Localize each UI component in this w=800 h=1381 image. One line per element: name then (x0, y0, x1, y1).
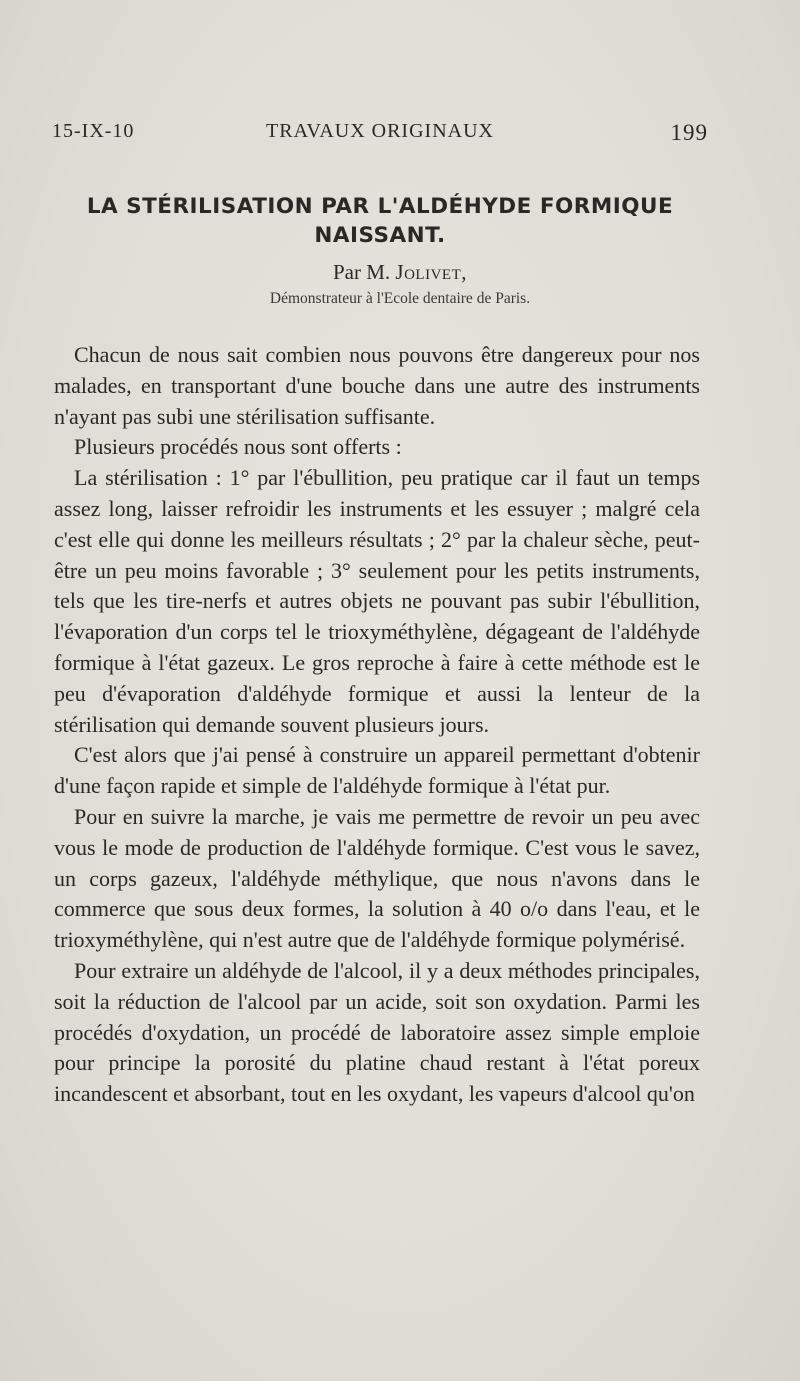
author-prefix: Par M. (333, 260, 391, 284)
author-affiliation: Démonstrateur à l'Ecole dentaire de Paris. (269, 290, 531, 307)
issue-date: 15-IX-10 (52, 120, 135, 142)
paragraph: Pour extraire un aldéhyde de l'alcool, il y a deux méthodes principales, soit la réduction de l'alcool par un acide, soit son oxydation. Parmi les procédés d'oxydation, un procédé de laboratoire assez simple emploie pour principe la porosité du platine chaud restant à l'état poreux incandescent et absorbant, tout en les oxydant, les vapeurs d'alcool qu'on (54, 957, 700, 1107)
paragraph: Pour en suivre la marche, je vais me permettre de revoir un peu avec vous le mode de production de l'aldéhyde formique. C'est vous le savez, un corps gazeux, l'aldéhyde méthylique, que nous n'avons dans le commerce que sous deux formes, la solution à 40 o/o dans l'eau, et le trioxyméthylène, qui n'est autre que de l'aldéhyde formique polymérisé. (54, 803, 700, 953)
article-body (54, 340, 700, 1110)
section-title: TRAVAUX ORIGINAUX (266, 120, 494, 142)
author-name: Jolivet, (395, 260, 467, 284)
paragraph: Chacun de nous sait combien nous pouvons être dangereux pour nos malades, en transportant d'une bouche dans une autre des instruments n'ayant pas subi une stérilisation suffisante. (54, 342, 700, 429)
paragraph: C'est alors que j'ai pensé à construire un appareil permettant d'obtenir d'une façon rapide et simple de l'aldéhyde formique à l'état pur. (54, 742, 700, 799)
author-line (0, 260, 800, 285)
paragraph: La stérilisation : 1° par l'ébullition, peu pratique car il faut un temps assez long, laisser refroidir les instruments et les essuyer ; malgré cela c'est elle qui donne les meilleurs résultats ; 2° par la chaleur sèche, peut-être un peu moins favorable ; 3° seulement pour les petits instruments, tels que les tire-nerfs et autres objets ne pouvant pas subir l'ébullition, l'évaporation d'un corps tel le trioxyméthylène, dégageant de l'aldéhyde formique à l'état gazeux. Le gros reproche à faire à cette méthode est le peu d'évaporation d'aldéhyde formique et aussi la lenteur de la stérilisation qui demande souvent plusieurs jours. (54, 465, 700, 737)
paragraph: Plusieurs procédés nous sont offerts : (74, 434, 402, 460)
article-title: LA STÉRILISATION PAR L'ALDÉHYDE FORMIQUE NAISSANT. (86, 194, 674, 248)
running-head (52, 120, 708, 150)
page-number: 199 (670, 120, 708, 145)
